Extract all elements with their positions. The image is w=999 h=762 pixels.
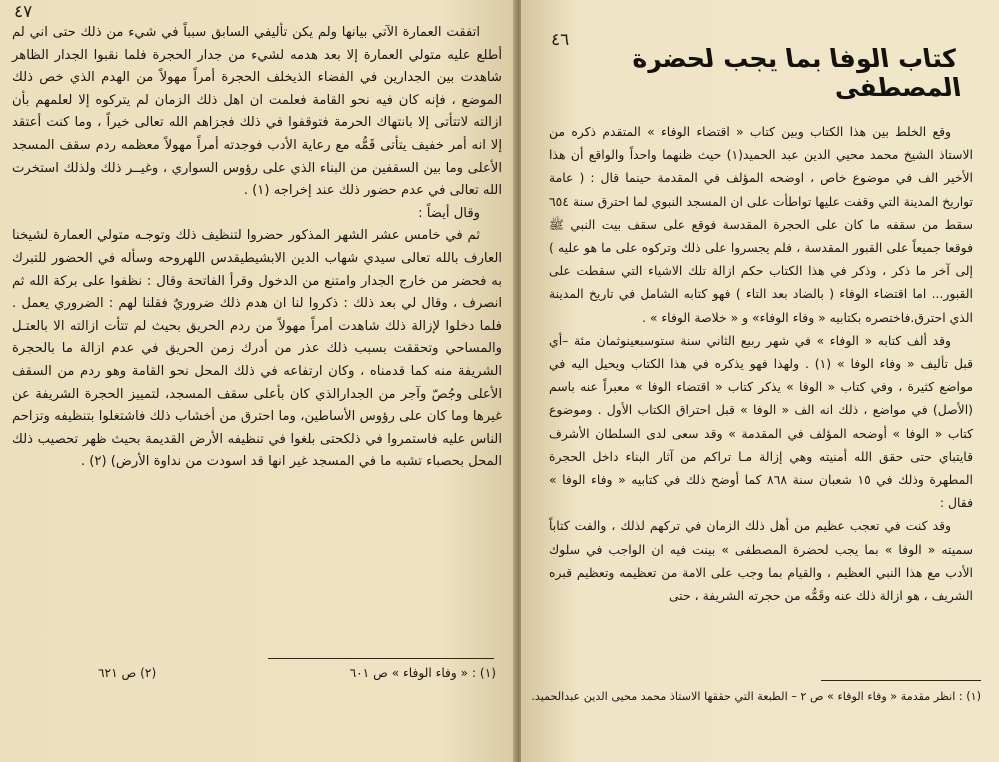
footnote: (١) : انظر مقدمة « وفاء الوفاء » ص ٢ – الطبعة التي حققها الاستاذ محمد محيى الدين عبدالحميد. (531, 690, 981, 703)
paragraph: ثم في خامس عشر الشهر المذكور حضروا لتنظيف ذلك وتوجـه متولي العمارة لشيخنا العارف بالله تعالى سيدي شهاب الدين الابشيطيقدس اللهروحه وسأله في الحضور للتبرك به فحضر من خارج الجدار وامتنع من الدخول وقرأ الفاتحة وقال : نظفوا على بركة الله ثم انصرف ، وقال لي بعد ذلك : ذكروا لنا ان هدم ذلك ضروريٌ فقلنا لهم : الضروري يعمل . فلما دخلوا لإزالة ذلك شاهدت أمراً مهولاً من ردم الحريق بحيث لم تتأت ازالته الا بالعتـل والمساحي وتحققت بسبب ذلك عذر من أدرك زمن الحريق في عدم ازالة ما بالحجرة الشريفة منه كما قدمناه ، وكان ارتفاعه في ذلك المحل نحو القامة وهو ردم من السقف الأعلى وجُصّ وآجر من الجدارالذي كان بأعلى سقف المسجد، لتمييز الحجرة الشريفة عن غيرها وما كان على رؤوس الأساطين، وما احترق من أخشاب ذلك فاشتغلوا بتنظيفه وتزاحم الناس عليه فاستمروا في ذلكحتى بلغوا في تنظيفه الأرض القديمة بحيث ظهر تحصيب ذلك المحل بحصباء تشبه ما في المسجد غير انها قد اسودت من نداوة الأرض) (٢) . (12, 228, 502, 470)
footnote-divider (268, 658, 494, 659)
paragraph: وقد كنت في تعجب عظيم من أهل ذلك الزمان في تركهم لذلك ، والفت كتاباً سميته « الوفا » بما يجب لحضرة المصطفى » بينت فيه ان الواجب في سلوك الأدب مع هذا النبي العظيم ، والقيام بما وجب على الامة من تعظيمه وتعظيم قبره الشريف ، هو ازالة ذلك عنه وقَمُّه من حجرته الشريفة ، حتى (549, 518, 973, 604)
footnote-divider (821, 680, 981, 681)
right-page (521, 0, 999, 762)
paragraph: اتفقت العمارة الآتي بيانها ولم يكن تأليفي السابق سبباً في شيء من ذلك حتى اني لم أطلع عليه متولي العمارة إلا بعد هدمه لشيء من جدار الحجرة فلما نقبوا الجدار الظاهر شاهدت بين الجدارين في الفضاء الذيخلف الحجرة أمراً مهولاً من الهدم الذي خص ذلك الموضع ، فإنه كان فيه نحو القامة فعلمت ان اهل ذلك الزمان لم يتركوه إلا لعلمهم بأن ازالته لاتتأتى إلا بانتهاك الحرمة فتوقفوا في ذلك فجزاهم الله تعالى خيراً ، وما كنت أعتقد إلا انه أمر خفيف يتأتى قَمُّه مع رعاية الأدب فوجدته أمراً مهولاً معظمه ردم سقف المسجد الأعلى وما بين السقفين من البناء الذي على رؤوس السواري ، وغيــر ذلك ولذلك استخرت الله تعالى في عدم حضور ذلك عند إخراجه (١) . (12, 25, 502, 199)
chapter-title: كتاب الوفا بما يجب لحضرة المصطفى (629, 44, 964, 102)
footnote: (٢) ص ٦٢١ (98, 666, 157, 680)
page-number: ٤٦ (551, 30, 570, 50)
paragraph: وقال أيضاً : (418, 205, 480, 221)
paragraph: وقع الخلط بين هذا الكتاب وبين كتاب « اقتضاء الوفاء » المتقدم ذكره من الاستاذ الشيخ محمد محيي الدين عبد الحميد(١) حيث ظنهما واحداً والواقع أن هذا الأخير الف في موضوع خاص ، اوضحه المؤلف في المقدمة حينما قال : ( عامة تواريخ المدينة التي وقفت عليها تواطأت على ان المسجد النبوي لما احترق سنة ٦٥٤ سقط من سقفه ما كان على الحجرة المقدسة فوقع على سقف بيت النبي ﷺ فوقعا جميعاً على القبور المقدسة ، فلم يجسروا على ذلك وتركوه على ما هو عليه ) إلى آخر ما ذكر ، وذكر في هذا الكتاب حكم ازالة تلك الاشياء التي سقطت على القبور... اما اقتضاء الوفاء ( بالضاد بعد التاء ) فهو كتابه الشامل في تاريخ المدينة الذي احترق.فاختصره بكتابيه « وفاء الوفاء» و « خلاصة الوفاء » . (549, 124, 974, 325)
page-number: ٤٧ (14, 2, 33, 22)
paragraph: وقد ألف كتابه « الوفاء » في شهر ربيع الثاني سنة ستوسبعينوثمان مئة –أي قبل تأليف « وفاء الوفا » (١) . ولهذا فهو يذكره في هذا الكتاب ويحيل اليه في مواضع كثيرة ، وفي كتاب « الوفا » يذكر كتاب « اقتضاء الوفا » معبراً عنه باسم (الأصل) في مواضع ، ذلك انه الف « الوفا » قبل احتراق الكتاب الأول . وموضوع كتاب « الوفا » أوضحه المؤلف في المقدمة » وقد سعى لدى السلطان الأشرف قايتباي حتى حقق الله أمنيته وهي إزالة مـا تراكم من آثار البناء داخل الحجرة المطهرة وذلك في ١٥ شعبان سنة ٨٦٨ كما أوضح ذلك في كتابيه « وفاء الوفا » فقال : (549, 332, 973, 511)
page-body (549, 120, 973, 607)
footnote: (١) : « وفاء الوفاء » ص ٦٠١ (349, 666, 496, 680)
page-body (12, 22, 502, 474)
